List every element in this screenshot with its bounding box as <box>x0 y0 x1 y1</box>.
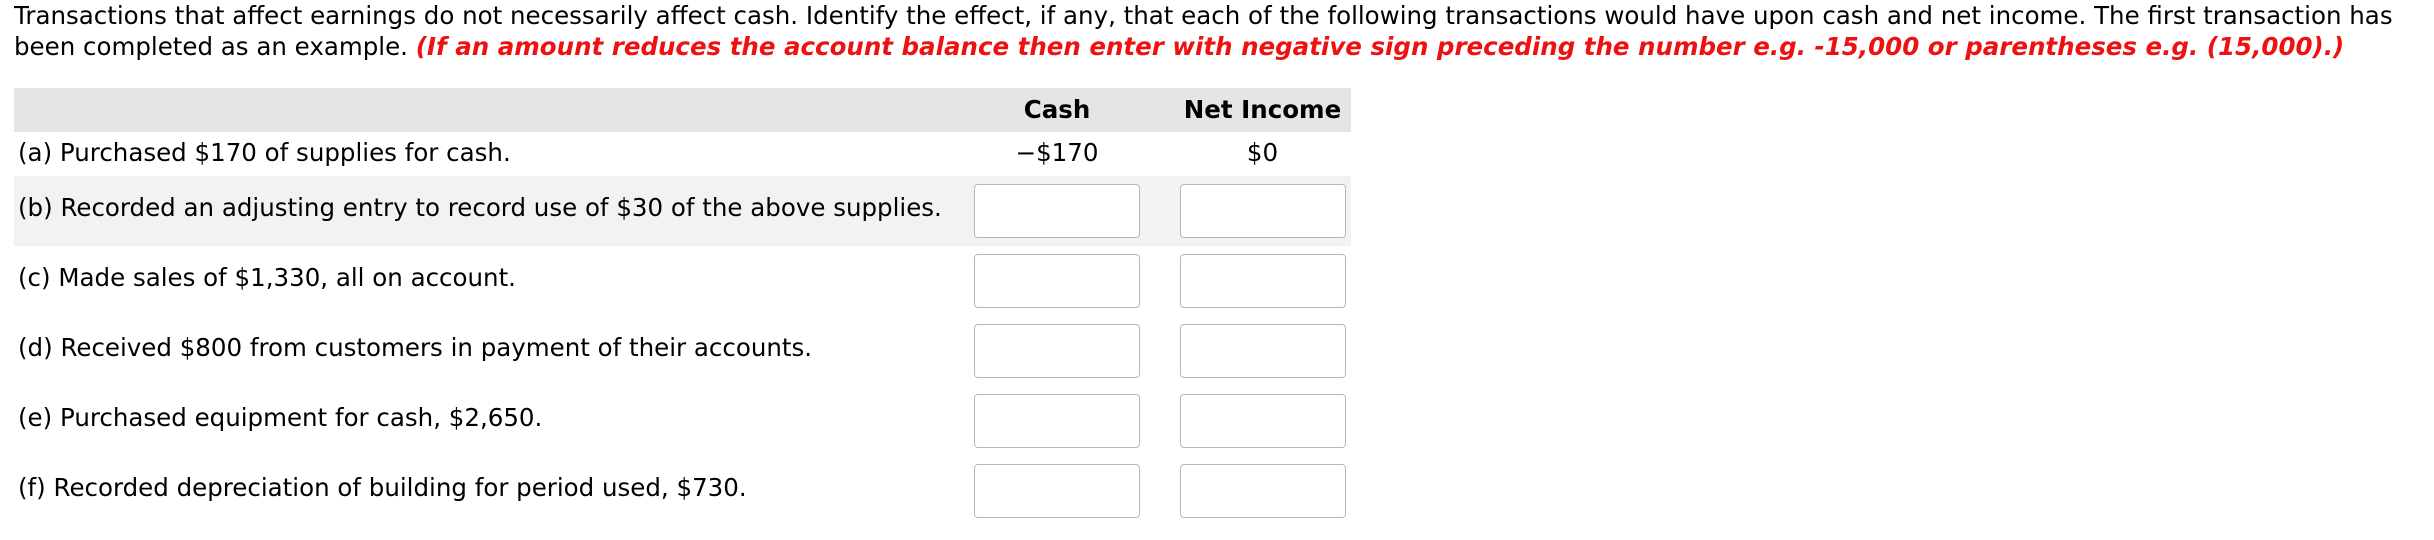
instructions <box>14 0 2424 62</box>
instructions-text: Transactions that affect earnings do not necessarily affect cash. Identify the effect, if any, that each of the following transactions would have upon cash and net income. The first transaction has been completed as an example. <box>14 1 2393 61</box>
row-e-cash-input[interactable] <box>974 394 1140 448</box>
row-c-description: (c) Made sales of $1,330, all on account. <box>18 263 516 292</box>
table-row <box>14 132 1351 176</box>
table-row <box>14 246 1351 316</box>
row-a-cash-value: −$170 <box>1015 138 1099 167</box>
row-f-cash-input[interactable] <box>974 464 1140 518</box>
row-f-net-income-input[interactable] <box>1180 464 1346 518</box>
net-income-column-header: Net Income <box>1183 95 1342 124</box>
table-row <box>14 386 1351 456</box>
table-row <box>14 456 1351 526</box>
table-row <box>14 316 1351 386</box>
row-a-description: (a) Purchased $170 of supplies for cash. <box>18 138 511 167</box>
row-b-description: (b) Recorded an adjusting entry to record use of $30 of the above supplies. <box>18 193 942 222</box>
row-d-description: (d) Received $800 from customers in payment of their accounts. <box>18 333 813 362</box>
table-header <box>14 88 1351 132</box>
row-c-net-income-input[interactable] <box>1180 254 1346 308</box>
instructions-note: (If an amount reduces the account balance then enter with negative sign preceding the number e.g. -15,000 or parentheses e.g. (15,000).) <box>415 32 2345 61</box>
row-b-cash-input[interactable] <box>974 184 1140 238</box>
cash-column-header: Cash <box>1023 95 1091 124</box>
row-a-net-income-value: $0 <box>1246 138 1279 167</box>
row-c-cash-input[interactable] <box>974 254 1140 308</box>
row-d-net-income-input[interactable] <box>1180 324 1346 378</box>
row-d-cash-input[interactable] <box>974 324 1140 378</box>
row-e-description: (e) Purchased equipment for cash, $2,650. <box>18 403 543 432</box>
row-e-net-income-input[interactable] <box>1180 394 1346 448</box>
transactions-table <box>14 88 1351 526</box>
row-f-description: (f) Recorded depreciation of building for period used, $730. <box>18 473 747 502</box>
row-b-net-income-input[interactable] <box>1180 184 1346 238</box>
table-row <box>14 176 1351 246</box>
